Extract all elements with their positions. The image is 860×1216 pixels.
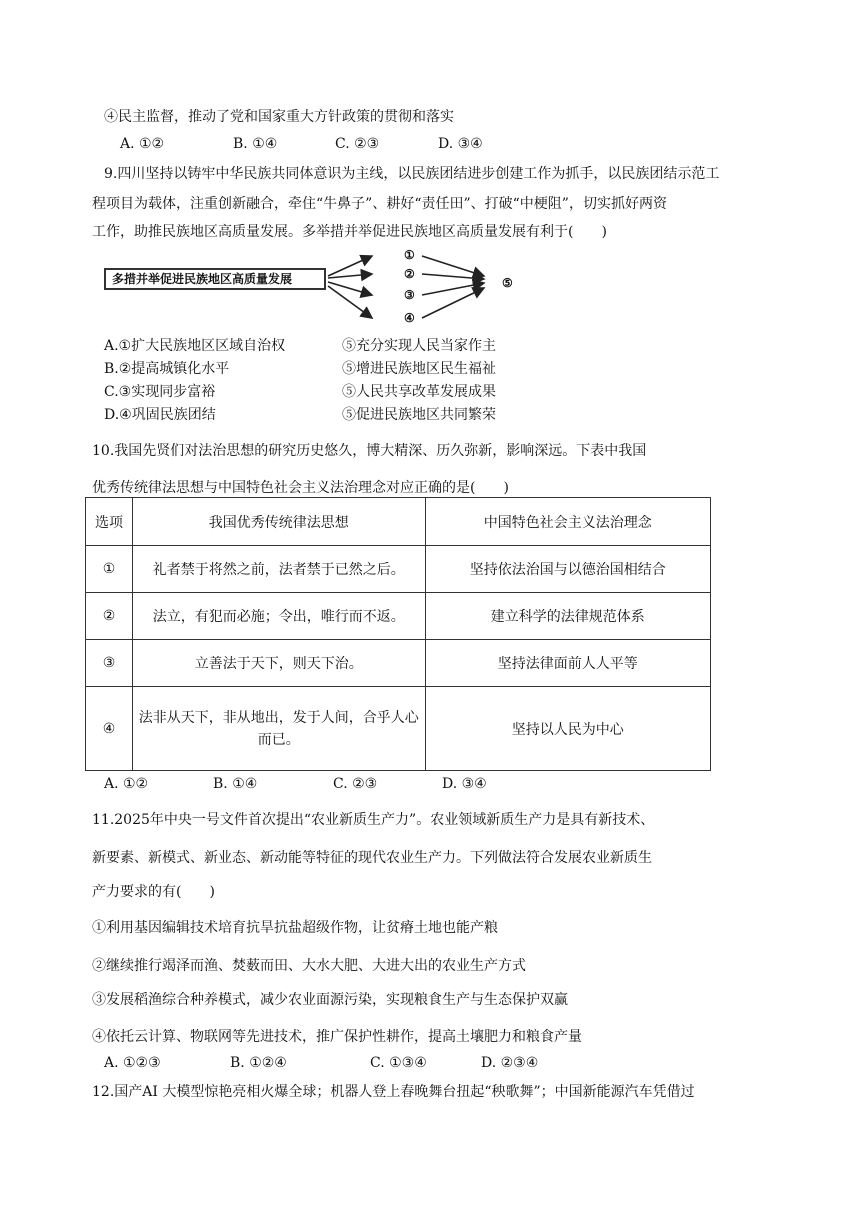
traditional-thought-cell: 礼者禁于将然之前，法者禁于已然之后。 <box>133 546 425 593</box>
q11-option-b: B. ①②④ <box>230 1055 287 1071</box>
q8-option-c: C. ②③ <box>335 136 380 152</box>
rule-of-law-cell: 坚持法律面前人人平等 <box>425 640 710 687</box>
table-row <box>86 593 711 640</box>
q9-option-a-right: ⑤充分实现人民当家作主 <box>342 338 496 354</box>
q8-option-d: D. ③④ <box>438 136 483 152</box>
q9-option-d-left: D.④巩固民族团结 <box>104 407 216 423</box>
q11-statement-1: ①利用基因编辑技术培育抗旱抗盐超级作物，让贫瘠土地也能产粮 <box>92 920 498 936</box>
q9-option-c-left: C.③实现同步富裕 <box>104 384 216 400</box>
row-label: ④ <box>86 687 133 771</box>
header-traditional-thought: 我国优秀传统律法思想 <box>133 498 425 546</box>
q9-stem-line-3: 工作，助推民族地区高质量发展。多举措并举促进民族地区高质量发展有利于( ) <box>92 224 607 240</box>
q11-stem-line-3: 产力要求的有( ) <box>92 884 215 900</box>
q11-statement-4: ④依托云计算、物联网等先进技术，推广保护性耕作，提高土壤肥力和粮食产量 <box>92 1029 582 1045</box>
q11-option-c: C. ①③④ <box>370 1055 427 1071</box>
q10-stem-line-1: 10.我国先贤们对法治思想的研究历史悠久，博大精深、历久弥新，影响深远。下表中我国 <box>92 443 647 459</box>
q11-option-d: D. ②③④ <box>481 1055 539 1071</box>
row-label: ② <box>86 593 133 640</box>
traditional-thought-cell: 立善法于天下，则天下治。 <box>133 640 425 687</box>
table-header-row <box>86 498 711 546</box>
header-rule-of-law-concept: 中国特色社会主义法治理念 <box>425 498 710 546</box>
q8-option-a: A. ①② <box>120 136 165 152</box>
q11-stem-line-1: 11.2025年中央一号文件首次提出“农业新质生产力”。农业领域新质生产力是具有新技术、 <box>92 812 655 828</box>
q11-statement-2: ②继续推行竭泽而渔、焚薮而田、大水大肥、大进大出的农业生产方式 <box>92 958 526 974</box>
q9-stem-line-1: 9.四川坚持以铸牢中华民族共同体意识为主线，以民族团结进步创建工作为抓手，以民族团结示范工 <box>104 166 720 182</box>
rule-of-law-cell: 建立科学的法律规范体系 <box>425 593 710 640</box>
q10-stem-line-2: 优秀传统律法思想与中国特色社会主义法治理念对应正确的是( ) <box>92 480 509 496</box>
q9-option-b-right: ⑤增进民族地区民生福祉 <box>342 361 496 377</box>
table-row <box>86 640 711 687</box>
q9-option-d-right: ⑤促进民族地区共同繁荣 <box>342 407 496 423</box>
table-row <box>86 687 711 771</box>
q10-law-table <box>85 497 711 771</box>
q10-option-b: B. ①④ <box>213 776 258 792</box>
diagram-node-3: ③ <box>404 288 415 302</box>
q9-option-c-right: ⑤人民共享改革发展成果 <box>342 384 496 400</box>
q12-stem-line-1: 12.国产AI 大模型惊艳亮相火爆全球；机器人登上春晚舞台扭起“秧歌舞”；中国新能源汽车凭借过 <box>92 1084 695 1100</box>
rule-of-law-cell: 坚持依法治国与以德治国相结合 <box>425 546 710 593</box>
row-label: ① <box>86 546 133 593</box>
table-row <box>86 546 711 593</box>
q11-statement-3: ③发展稻渔综合种养模式，减少农业面源污染，实现粮食生产与生态保护双赢 <box>92 992 568 1008</box>
q9-option-a-left: A.①扩大民族地区区域自治权 <box>104 338 286 354</box>
q8-option-b: B. ①④ <box>233 136 278 152</box>
q9-option-b-left: B.②提高城镇化水平 <box>104 361 230 377</box>
q9-arrow-diagram <box>104 246 524 330</box>
traditional-thought-cell: 法立，有犯而必施；令出，唯行而不返。 <box>133 593 425 640</box>
q11-stem-line-2: 新要素、新模式、新业态、新动能等特征的现代农业生产力。下列做法符合发展农业新质生 <box>92 850 652 866</box>
traditional-thought-cell: 法非从天下，非从地出，发于人间，合乎人心而已。 <box>133 687 425 771</box>
q10-option-c: C. ②③ <box>333 776 378 792</box>
q8-statement-4: ④民主监督，推动了党和国家重大方针政策的贯彻和落实 <box>104 109 454 125</box>
row-label: ③ <box>86 640 133 687</box>
diagram-node-2: ② <box>404 267 415 281</box>
q10-option-d: D. ③④ <box>442 776 487 792</box>
q9-stem-line-2: 程项目为载体，注重创新融合，牵住“牛鼻子”、耕好“责任田”、打破“中梗阻”，切实抓好两资 <box>92 196 667 212</box>
header-option: 选项 <box>86 498 133 546</box>
q11-option-a: A. ①②③ <box>104 1055 161 1071</box>
diagram-node-1: ① <box>404 248 415 262</box>
rule-of-law-cell: 坚持以人民为中心 <box>425 687 710 771</box>
diagram-source-box: 多措并举促进民族地区高质量发展 <box>104 268 326 290</box>
q10-option-a: A. ①② <box>104 776 149 792</box>
diagram-target-node: ⑤ <box>502 276 513 290</box>
diagram-node-4: ④ <box>404 311 415 325</box>
